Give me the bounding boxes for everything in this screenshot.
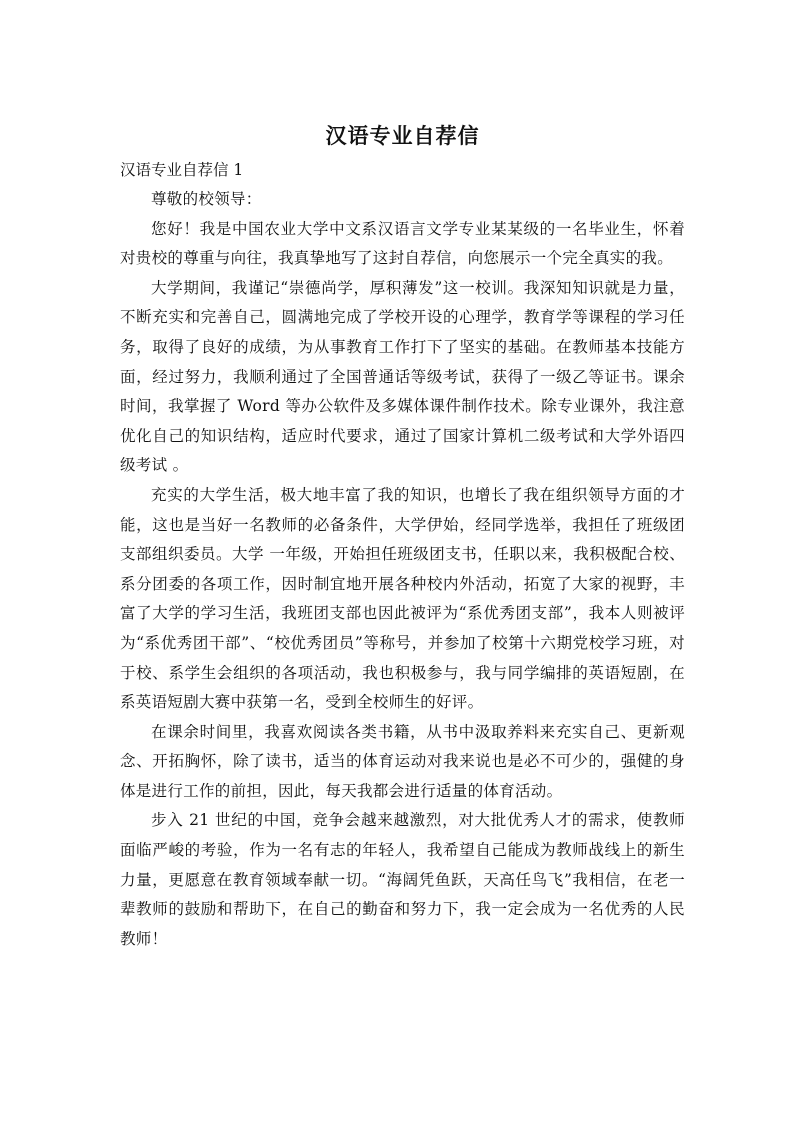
salutation: 尊敬的校领导： bbox=[151, 190, 262, 208]
paragraph-hobbies: 在课余时间里，我喜欢阅读各类书籍，从书中汲取养料来充实自己、更新观念、开拓胸怀，除了读书，适当的体育运动对我来说也是必不可少的，强健的身体是进行工作的前担，因此，每天我都会进行适量的体育活动。 bbox=[120, 722, 685, 800]
document-title: 汉语专业自荐信 bbox=[325, 124, 480, 148]
paragraph-leadership: 充实的大学生活，极大地丰富了我的知识，也增长了我在组织领导方面的才能，这也是当好一名教师的必备条件，大学伊始，经同学选举，我担任了班级团支部组织委员。大学 一年级，开始担任班级团支书，任职以来，我积极配合校、系分团委的各项工作，因时制宜地开展各种校内外活动，拓宽了大家的视野，丰富了大学的学习生活，我班团支部也因此被评为“系优秀团支部”，我本人则被评为“系优秀团干部”、“校优秀团员”等称号，并参加了校第十六期党校学习班，对于校、系学生会组织的各项活动，我也积极参与，我与同学编排的英语短剧，在系英语短剧大赛中获第一名，受到全校师生的好评。 bbox=[120, 485, 685, 712]
document-page bbox=[120, 118, 685, 954]
paragraph-closing: 步入 21 世纪的中国，竞争会越来越激烈，对大批优秀人才的需求，使教师面临严峻的考验，作为一名有志的年轻人，我希望自己能成为教师战线上的新生力量，更愿意在教育领域奉献一切。“海阔凭鱼跃，天高任鸟飞”我相信，在老一辈教师的鼓励和帮助下，在自己的勤奋和努力下，我一定会成为一名优秀的人民教师！ bbox=[120, 811, 685, 948]
document-subtitle: 汉语专业自荐信 1 bbox=[120, 161, 244, 179]
paragraph-greeting: 您好！我是中国农业大学中文系汉语言文学专业某某级的一名毕业生，怀着对贵校的尊重与向往，我真挚地写了这封自荐信，向您展示一个完全真实的我。 bbox=[120, 219, 685, 268]
paragraph-study: 大学期间，我谨记“崇德尚学，厚积薄发”这一校训。我深知知识就是力量，不断充实和完善自己，圆满地完成了学校开设的心理学，教育学等课程的学习任务，取得了良好的成绩，为从事教育工作打下了坚实的基础。在教师基本技能方面，经过努力，我顺利通过了全国普通话等级考试，获得了一级乙等证书。课余时间，我掌握了 Word 等办公软件及多媒体课件制作技术。除专业课外，我注意优化自己的知识结构，适应时代要求，通过了国家计算机二级考试和大学外语四级考试 。 bbox=[120, 278, 685, 475]
